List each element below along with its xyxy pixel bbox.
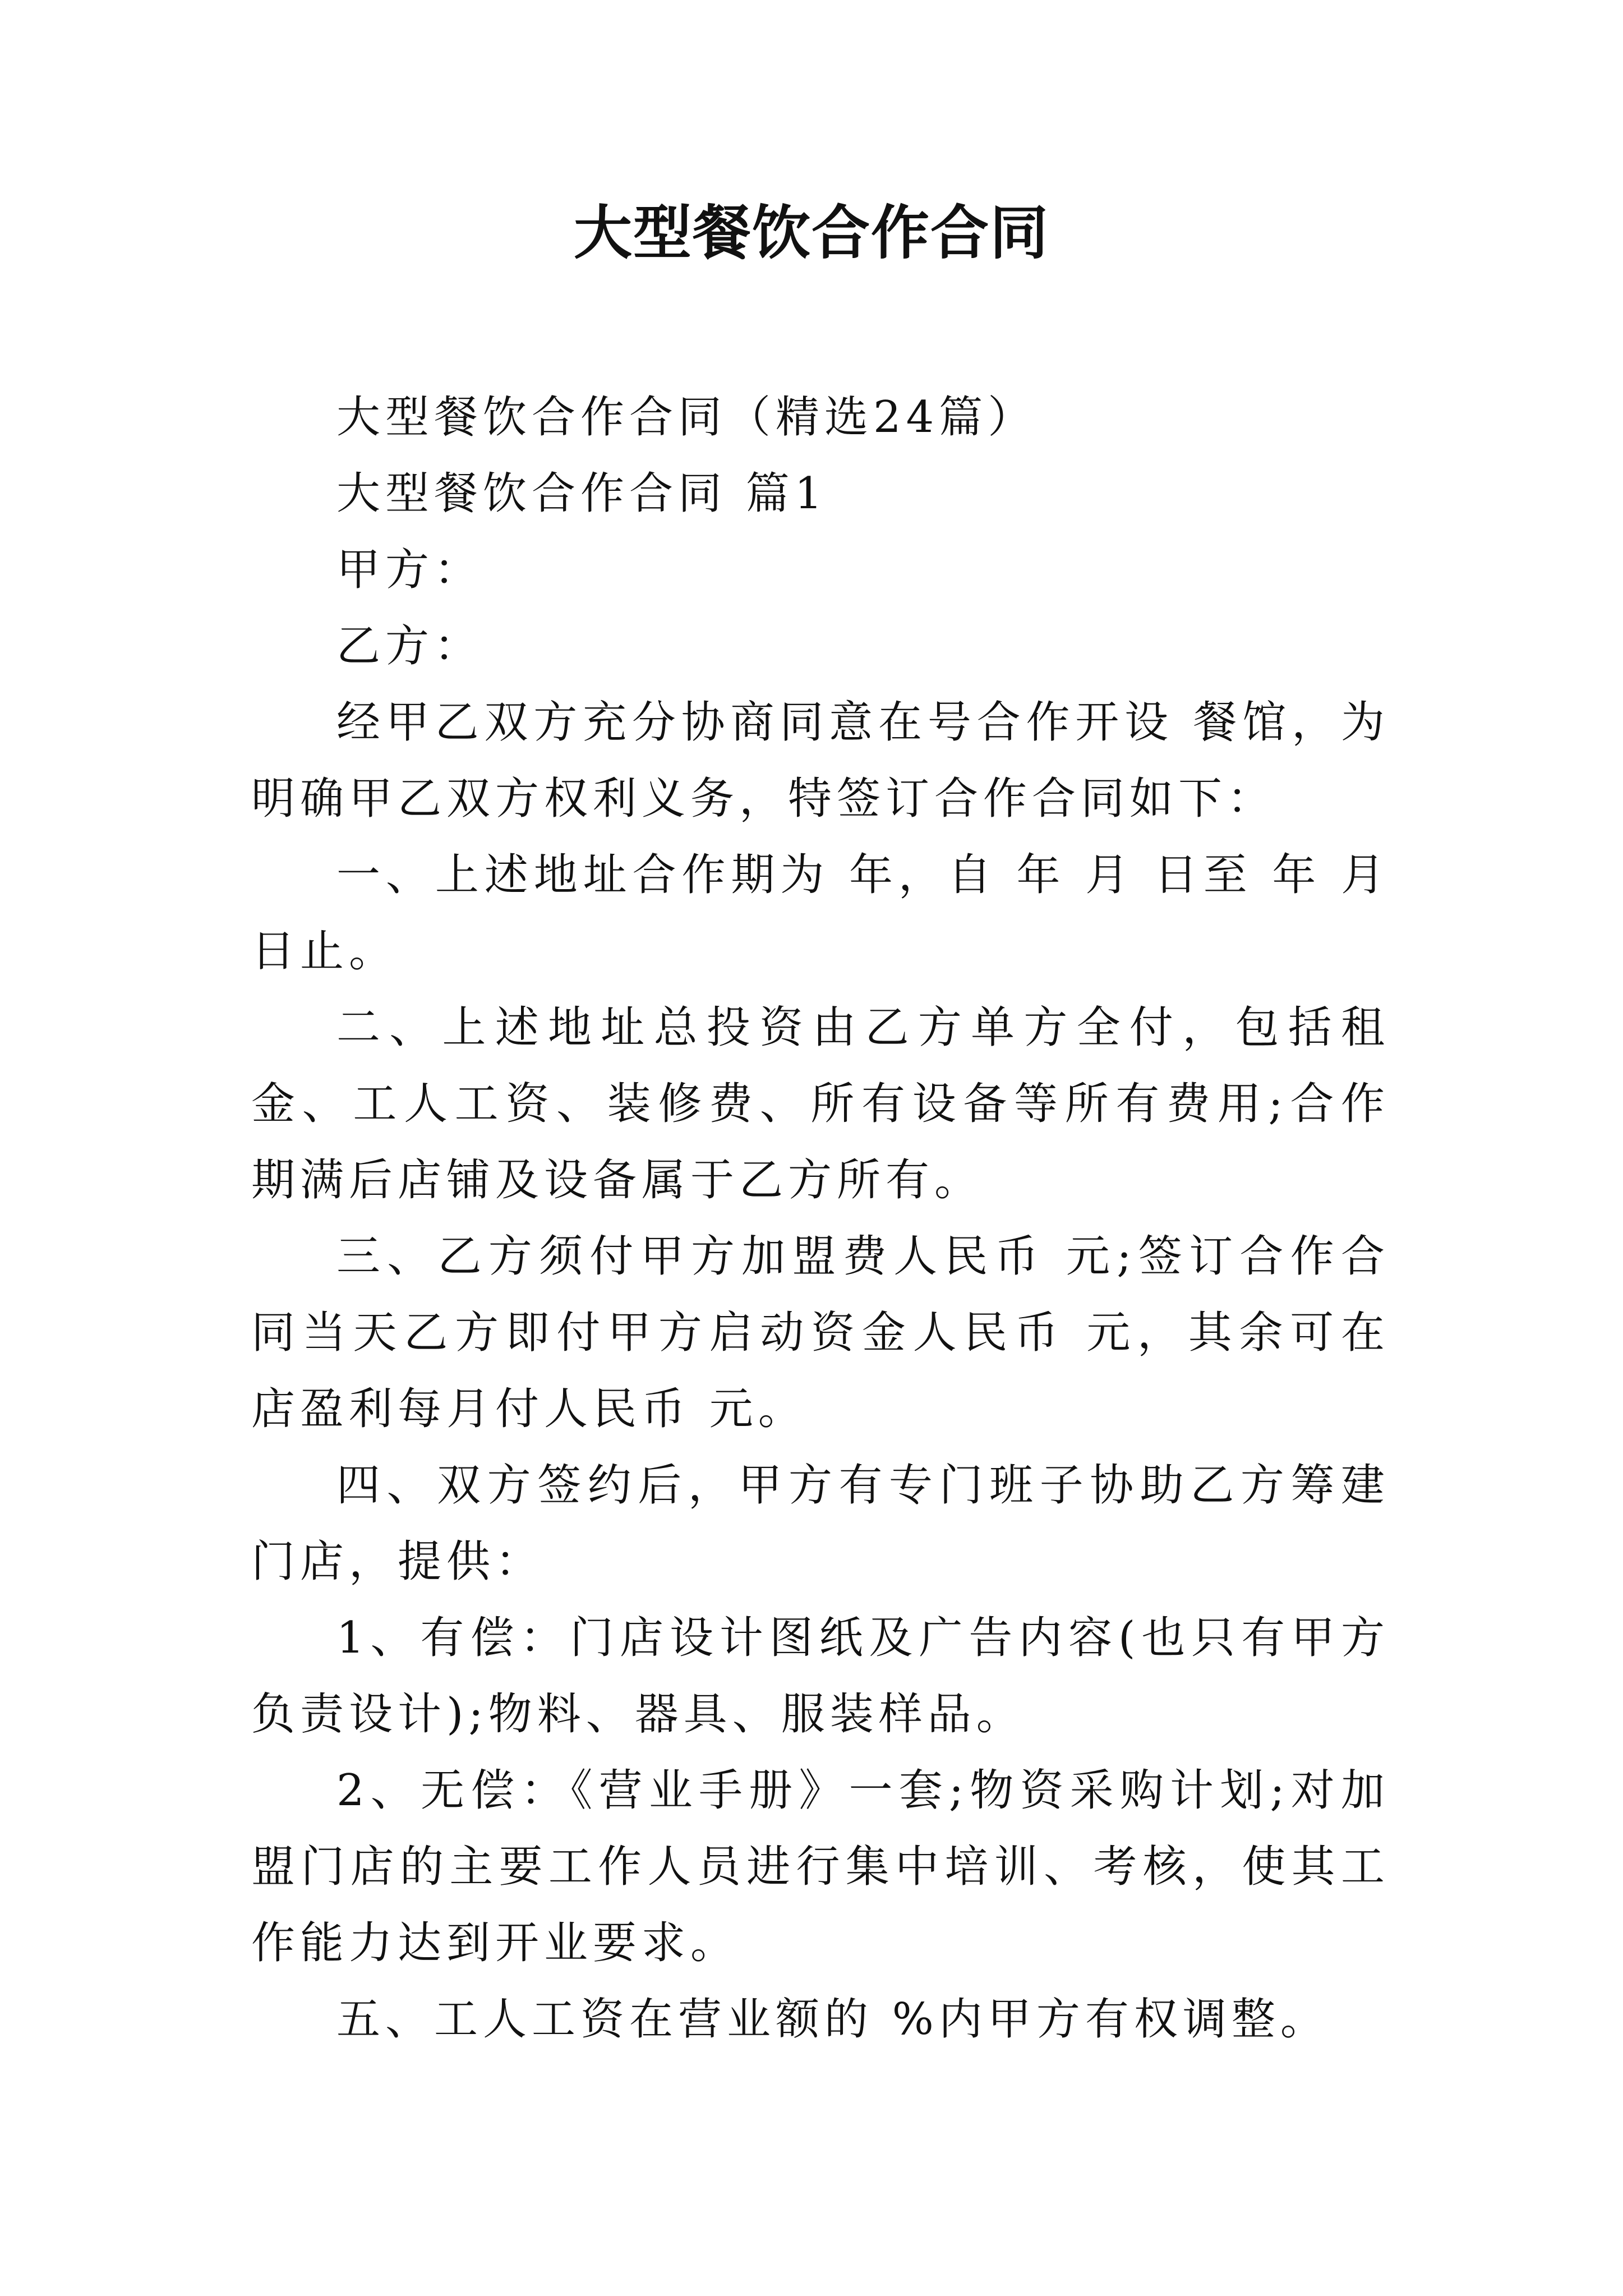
- document-body: [251, 379, 1390, 2058]
- paragraph-preamble: 经甲乙双方充分协商同意在号合作开设 餐馆，为明确甲乙双方权利义务，特签订合作合同如下：: [251, 697, 1390, 824]
- paragraph-clause-3: 三、乙方须付甲方加盟费人民币 元;签订合作合同当天乙方即付甲方启动资金人民币 元，其余可在店盈利每月付人民币 元。: [251, 1231, 1390, 1434]
- paragraph-party-b: 乙方：: [336, 621, 483, 671]
- paragraph-clause-4: 四、双方签约后，甲方有专门班子协助乙方筹建门店，提供：: [251, 1460, 1390, 1587]
- paragraph-clause-2: 二、上述地址总投资由乙方单方全付，包括租金、工人工资、装修费、所有设备等所有费用;合作期满后店铺及设备属于乙方所有。: [251, 1002, 1390, 1205]
- document-title: 大型餐饮合作合同: [573, 198, 1049, 267]
- paragraph-section-heading: 大型餐饮合作合同 篇1: [336, 468, 828, 519]
- paragraph-clause-5: 五、工人工资在营业额的 %内甲方有权调整。: [336, 1994, 1329, 2045]
- paragraph-clause-4-item-1: 1、有偿：门店设计图纸及广告内容(也只有甲方负责设计);物料、器具、服装样品。: [251, 1613, 1390, 1740]
- paragraph-clause-4-item-2: 2、无偿：《营业手册》一套;物资采购计划;对加盟门店的主要工作人员进行集中培训、考核，使其工作能力达到开业要求。: [251, 1765, 1390, 1968]
- paragraph-clause-1: 一、上述地址合作期为 年，自 年 月 日至 年 月 日止。: [251, 850, 1390, 977]
- paragraph-subtitle: 大型餐饮合作合同（精选24篇）: [336, 392, 1037, 443]
- paragraph-party-a: 甲方：: [336, 545, 483, 595]
